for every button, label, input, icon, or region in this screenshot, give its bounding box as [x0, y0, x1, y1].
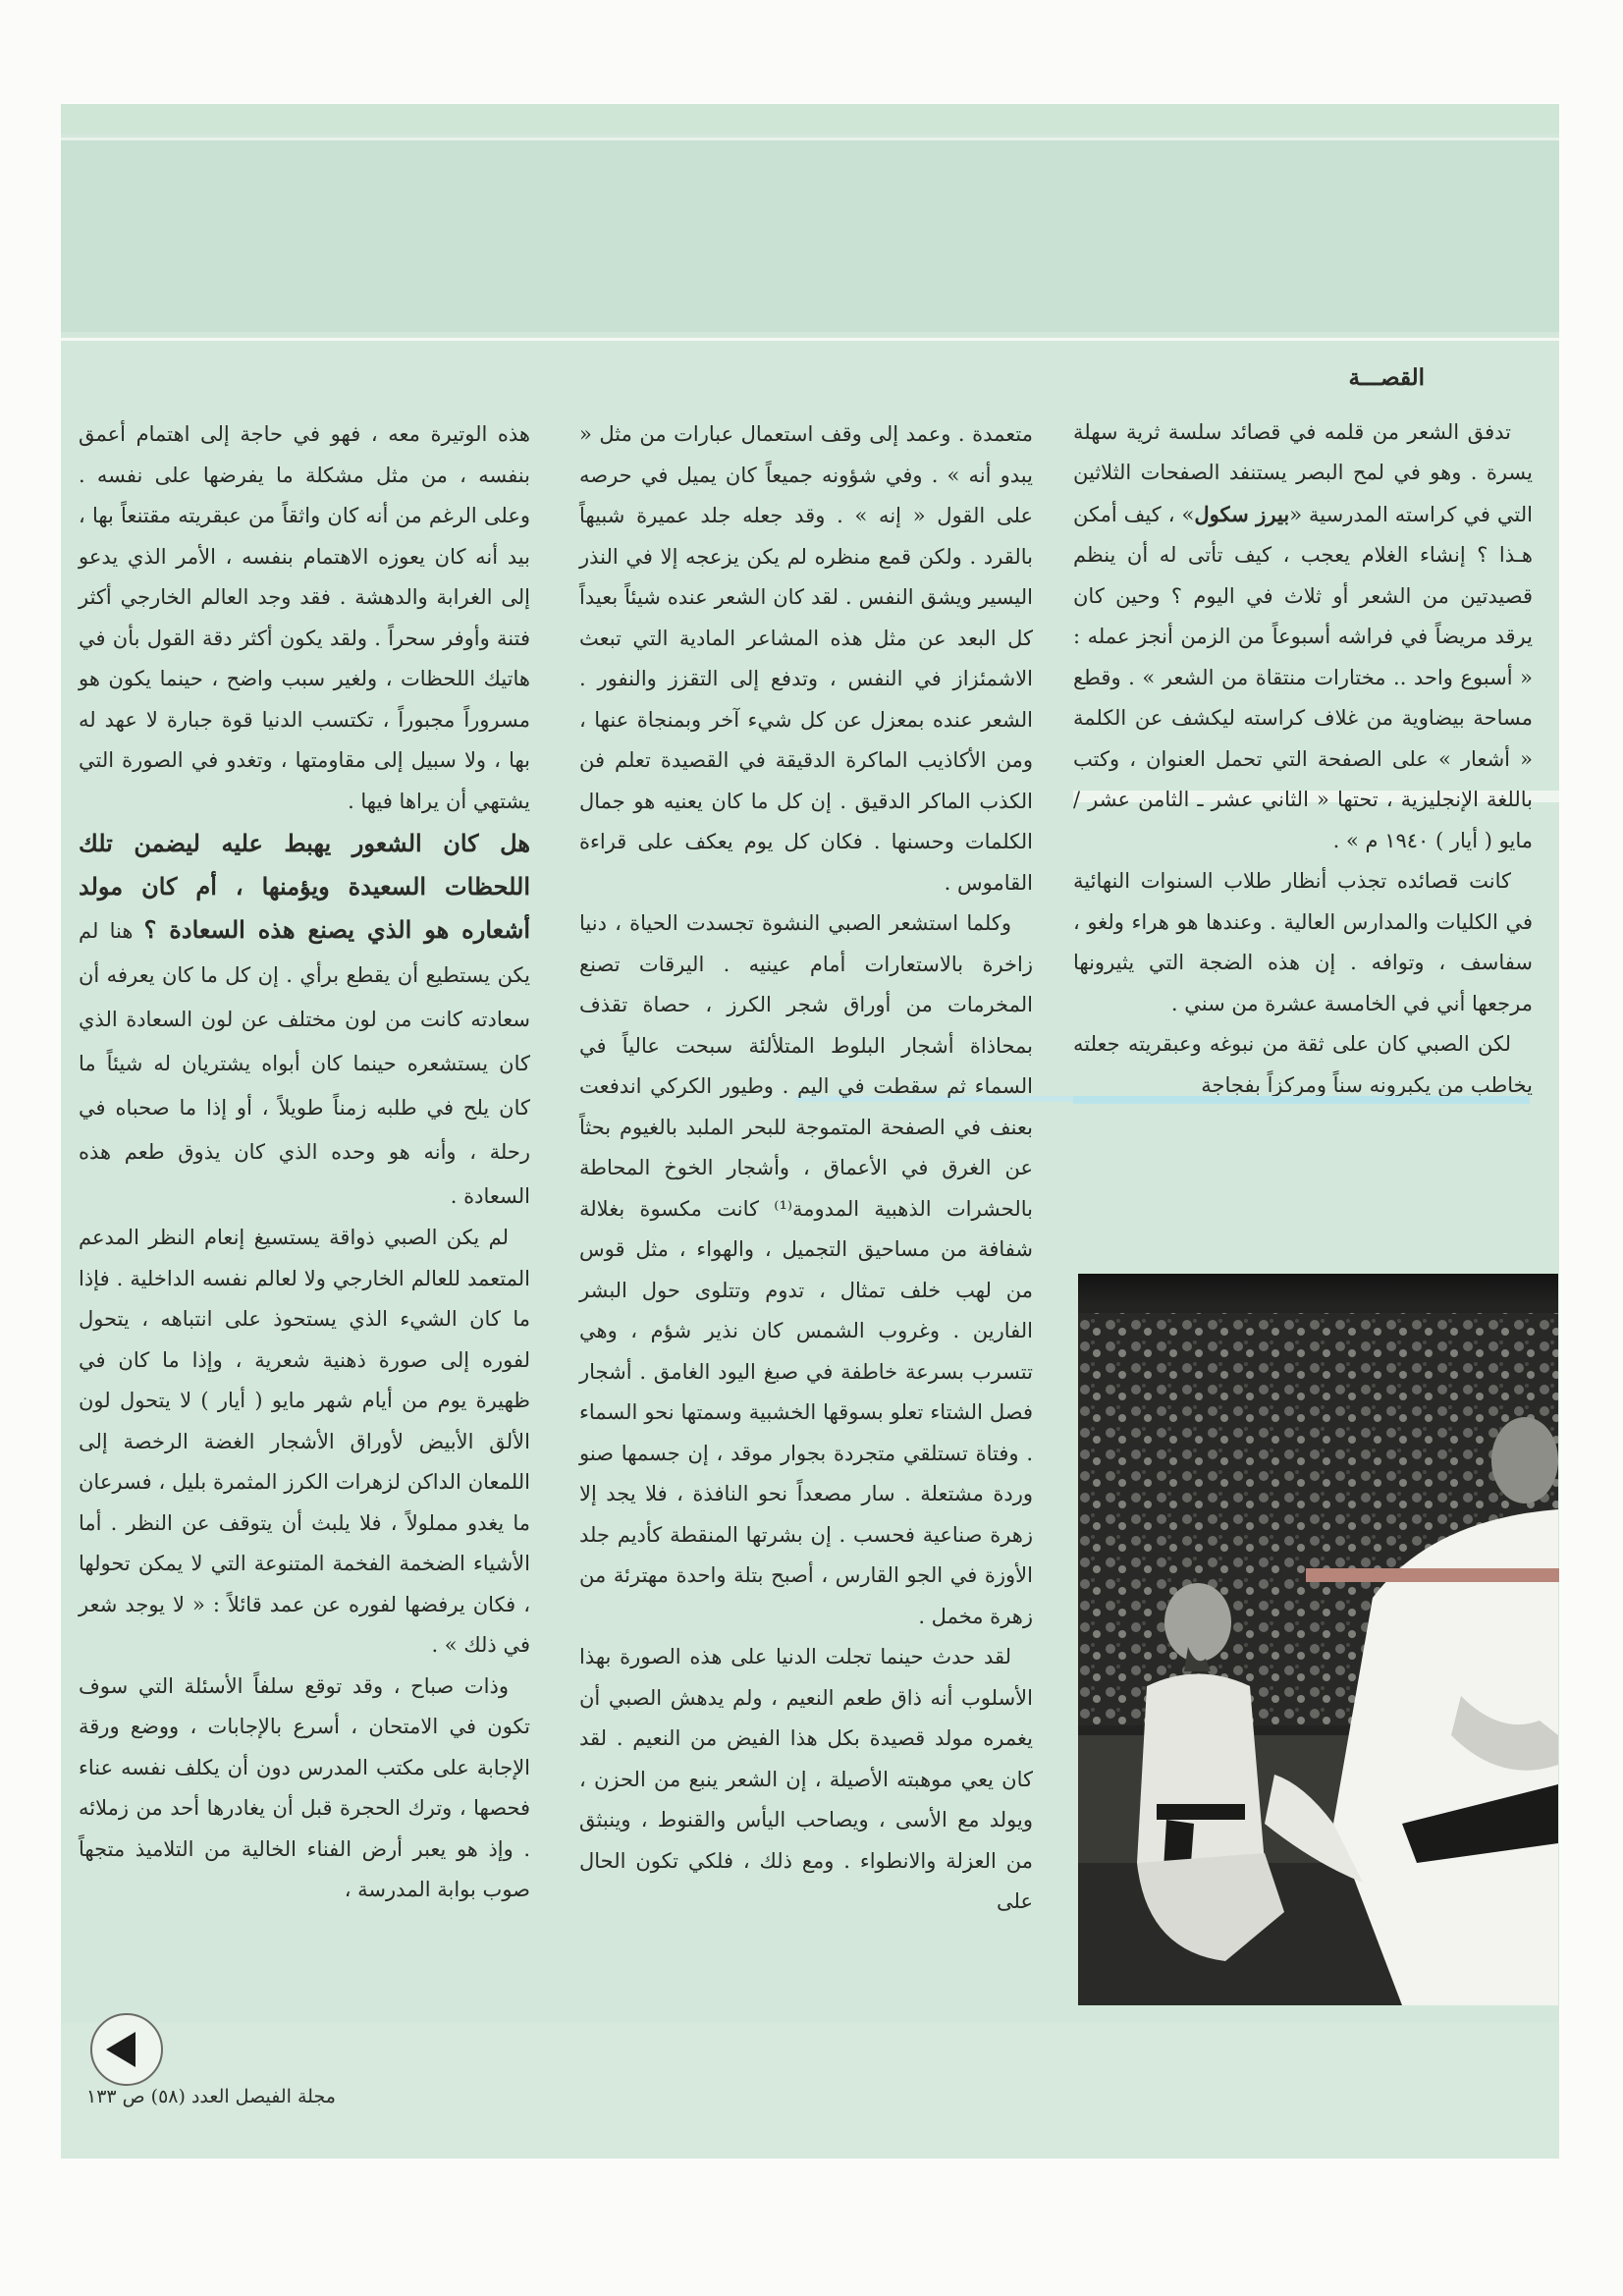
karate-photo: [1078, 1274, 1558, 2005]
subheading: [79, 822, 530, 1218]
paragraph: كانت قصائده تجذب أنظار طلاب السنوات النهائية في الكليات والمدارس العالية . وعندها هو هراء ولغو ، سفاسف ، وتوافه . إن هذه الضجة التي يثيرونها مرجعها أني في الخامسة عشرة من سني .: [1073, 869, 1533, 1015]
paragraph: لكن الصبي كان على ثقة من نبوغه وعبقريته جعلته يخاطب من يكبرونه سناً ومركزاً بفجاجة: [1073, 1032, 1533, 1097]
photo-drawing: [1078, 1274, 1558, 2005]
header-band: [61, 137, 1559, 332]
paragraph: وكلما استشعر الصبي النشوة تجسدت الحياة ، دنيا زاخرة بالاستعارات أمام عينيه . اليرقات تصنع المخرمات من أوراق شجر الكرز ، حصاة تقذف بمحاذاة أشجار البلوط المتلألئة سبحت عالياً في السماء ثم سقطت في اليم . وطيور الكركي اندفعت بعنف في الصفحة المتموجة للبحر الملبد بالغيوم بحثاً عن الغرق في الأعماق ، وأشجار الخوخ المحاطة بالحشرات الذهبية المدومة⁽¹⁾ كانت مكسوة بغلالة شفافة من مساحيق التجميل ، والهواء ، مثل قوس من لهب خلف تمثال ، تدوم وتتلوى حول البشر الفارين . وغروب الشمس كان نذير شؤم ، وهي تتسرب بسرعة خاطفة في صبغ اليود الغامق . أشجار فصل الشتاء تعلو بسوقها الخشبية وسمتها نحو السماء . وفتاة تستلقي متجردة بجوار موقد ، إن جسمها صنو وردة مشتعلة . سار مصعداً نحو النافذة ، فلا يجد إلا زهرة صناعية فحسب . إن بشرتها المنقطة كأديم جلد الأوزة في الجو القارس ، أصبح بتلة واحدة مهترئة من زهرة مخمل .: [579, 911, 1033, 1628]
header-divider: [61, 338, 1559, 341]
accent-bar: [1306, 1568, 1559, 1582]
paragraph: متعمدة . وعمد إلى وقف استعمال عبارات من مثل « يبدو أنه » . وفي شؤونه جميعاً كان يميل في حرصه على القول « إنه » . وقد جعله جلد عميرة شبيهاً بالقرد . ولكن قمع منظره لم يكن يزعجه إلا في النذر اليسير ويشق النفس . لقد كان الشعر عنده شيئاً بعيداً كل البعد عن مثل هذه المشاعر المادية التي تبعث الاشمئزاز في النفس ، وتدفع إلى التقزز والنفور . الشعر عنده بمعزل عن كل شيء آخر وبمنجاة عنها ، ومن الأكاذيب الماكرة الدقيقة في القصيدة تعلم فن الكذب الماكر الدقيق . إن كل ما كان يعنيه هو جمال الكلمات وحسنها . فكان كل يوم يعكف على قراءة القاموس .: [579, 422, 1033, 895]
scan-artifact-line: [1073, 1096, 1530, 1104]
top-strip: [61, 104, 1559, 134]
page-citation: مجلة الفيصل العدد (٥٨) ص ١٣٣: [86, 2086, 336, 2107]
school-name: بيرز سكول: [1194, 501, 1290, 526]
left-column: [79, 414, 530, 1911]
paragraph-text: » ، كيف أمكن هـذا ؟ إنشاء الغلام يعجب ، كيف تأتى له أن ينظم قصيدتين من الشعر أو ثلاث في اليوم ؟ وحين كان يرقد مريضاً في فراشه أسبوعاً من الزمن أنجز عمله : « أسبوع واحد .. مختارات منتقاة من الشعر » . وقطع مساحة بيضاوية من غلاف كراسته ليكشف عن الكلمة « أشعار » على الصفحة التي تحمل العنوان ، وكتب باللغة الإنجليزية ، تحتها « الثاني عشر ـ الثامن عشر / مايو ( أيار ) ١٩٤٠ م » .: [1073, 502, 1533, 852]
paragraph: [1073, 412, 1533, 862]
middle-column: [579, 414, 1033, 1923]
paragraph: لقد حدث حينما تجلت الدنيا على هذه الصورة بهذا الأسلوب أنه ذاق طعم النعيم ، ولم يدهش الصبي أن يغمره مولد قصيدة بكل هذا الفيض من النعيم . لقد كان يعي موهبته الأصيلة ، إن الشعر ينبع من الحزن ، ويولد مع الأسى ، ويصاحب اليأس والقنوط ، وينبثق من العزلة والانطواء . ومع ذلك ، فلكي تكون الحال على: [579, 1645, 1033, 1913]
arrow-left-icon: [106, 2032, 135, 2067]
paragraph-text: تدفق الشعر من قلمه في قصائد سلسة ثرية سهلة يسرة . وهو في لمح البصر يستنفد الصفحات الثلاثين التي في كراسته المدرسية «: [1073, 419, 1533, 526]
paragraph-text: هنا لم يكن يستطيع أن يقطع برأي . إن كل ما كان يعرفه أن سعادته كانت من لون مختلف عن لون السعادة الذي كان يستشعره حينما كان أبواه يشتريان له شيئاً ما كان يلح في طلبه زمناً طويلاً ، أو إذا ما صحباه في رحلة ، وأنه هو وحده الذي كان يذوق طعم هذه السعادة .: [79, 919, 530, 1208]
paragraph: هذه الوتيرة معه ، فهو في حاجة إلى اهتمام أعمق بنفسه ، من مثل مشكلة ما يفرضها على نفسه . وعلى الرغم من أنه كان واثقاً من عبقريته مقتنعاً بها ، بيد أنه كان يعوزه الاهتمام بنفسه ، الأمر الذي يدعو إلى الغرابة والدهشة . فقد وجد العالم الخارجي أكثر فتنة وأوفر سحراً . ولقد يكون أكثر دقة القول بأن في هاتيك اللحظات ، ولغير سبب واضح ، حينما يكون هو مسروراً مجبوراً ، تكتسب الدنيا قوة جبارة لا عهد له بها ، ولا سبيل إلى مقاومتها ، وتغدو في الصورة التي يشتهي أن يراها فيها .: [79, 422, 530, 813]
paragraph: لم يكن الصبي ذواقة يستسيغ إنعام النظر المدعم المتعمد للعالم الخارجي ولا لعالم نفسه الداخلية . فإذا ما كان الشيء الذي يستحوذ على انتباهه ، يتحول لفوره إلى صورة ذهنية شعرية ، وإذا ما كان في ظهيرة يوم من أيام شهر مايو ( أيار ) لا يتحول لون الألق الأبيض لأوراق الأشجار الغضة الرخصة إلى اللمعان الداكن لزهرات الكرز المثمرة بليل ، فسرعان ما يغدو مملولاً ، فلا يلبث أن يتوقف عن النظر . أما الأشياء الضخمة الفخمة المتنوعة التي لا يمكن تحولها ، فكان يرفضها لفوره عن عمد قائلاً : « لا يوجد شعر في ذلك » .: [79, 1226, 530, 1657]
previous-page-button[interactable]: [90, 2013, 163, 2086]
right-column: [1073, 357, 1533, 1106]
subheading-text: هل كان الشعور يهبط عليه ليضمن تلك اللحظات السعيدة ويؤمنها ، أم كان مولد أشعاره هو الذي يصنع هذه السعادة ؟: [79, 829, 530, 944]
section-title: القصـــة: [1348, 364, 1425, 391]
paragraph: وذات صباح ، وقد توقع سلفاً الأسئلة التي سوف تكون في الامتحان ، أسرع بالإجابات ، ووضع ورقة الإجابة على مكتب المدرس دون أن يكلف نفسه عناء فحصها ، وترك الحجرة قبل أن يغادرها أحد من زملائه . وإذ هو يعبر أرض الفناء الخالية من التلاميذ متجهاً صوب بوابة المدرسة ،: [79, 1673, 530, 1901]
